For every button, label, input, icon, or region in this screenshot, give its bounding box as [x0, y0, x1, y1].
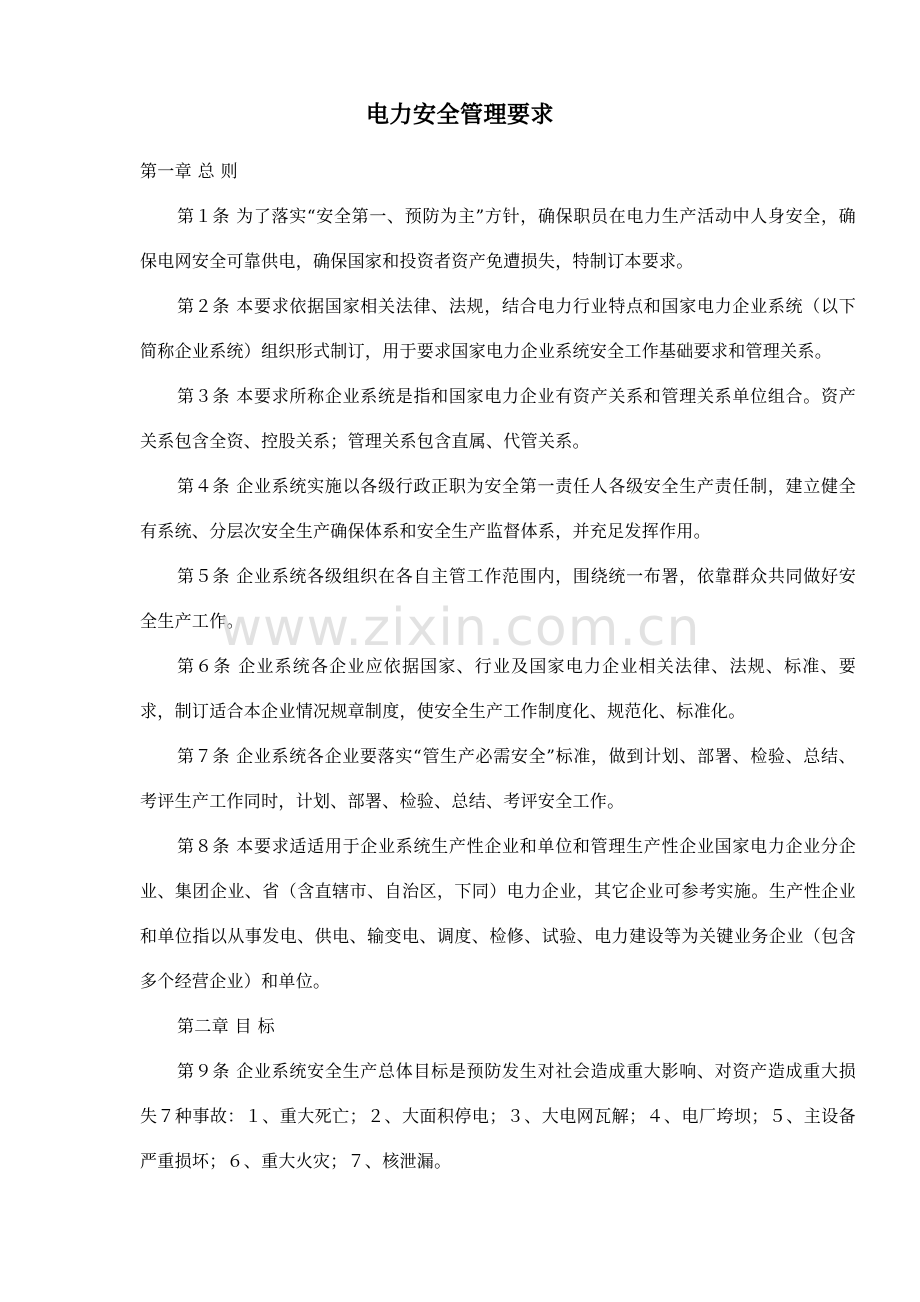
- article-8: 第８条 本要求适适用于企业系统生产性企业和单位和管理生产性企业国家电力企业分企业、集团企业、省（含直辖市、自治区，下同）电力企业，其它企业可参考实施。生产性企业和单位指以从事发电、供电、输变电、调度、检修、试验、电力建设等为关键业务企业（包含多个经营企业）和单位。: [140, 837, 856, 992]
- document-title: 电力安全管理要求: [366, 101, 554, 128]
- article-2: 第２条 本要求依据国家相关法律、法规，结合电力行业特点和国家电力企业系统（以下简称企业系统）组织形式制订，用于要求国家电力企业系统安全工作基础要求和管理关系。: [140, 297, 856, 362]
- article-1: 第１条 为了落实“安全第一、预防为主”方针，确保职员在电力生产活动中人身安全，确保电网安全可靠供电，确保国家和投资者资产免遭损失，特制订本要求。: [140, 207, 856, 272]
- article-3: 第３条 本要求所称企业系统是指和国家电力企业有资产关系和管理关系单位组合。资产关系包含全资、控股关系；管理关系包含直属、代管关系。: [140, 387, 856, 452]
- article-5: 第５条 企业系统各级组织在各自主管工作范围内，围绕统一布署，依靠群众共同做好安全生产工作。: [140, 567, 856, 632]
- article-7: 第７条 企业系统各企业要落实“管生产必需安全”标准，做到计划、部署、检验、总结、考评生产工作同时，计划、部署、检验、总结、考评安全工作。: [140, 747, 856, 812]
- article-4: 第４条 企业系统实施以各级行政正职为安全第一责任人各级安全生产责任制，建立健全有系统、分层次安全生产确保体系和安全生产监督体系，并充足发挥作用。: [140, 477, 856, 542]
- watermark: www.zixin.com.cn: [219, 598, 701, 658]
- article-9: 第９条 企业系统安全生产总体目标是预防发生对社会造成重大影响、对资产造成重大损失７种事故：１、重大死亡；２、大面积停电；３、大电网瓦解；４、电厂垮坝；５、主设备严重损坏；６、重大火灾；７、核泄漏。: [140, 1062, 856, 1172]
- chapter-heading-2: 第二章 目 标: [177, 1017, 275, 1037]
- chapter-heading-1: 第一章 总 则: [140, 162, 238, 182]
- article-6: 第６条 企业系统各企业应依据国家、行业及国家电力企业相关法律、法规、标准、要求，制订适合本企业情况规章制度，使安全生产工作制度化、规范化、标准化。: [140, 657, 856, 722]
- document-body: [140, 150, 856, 1185]
